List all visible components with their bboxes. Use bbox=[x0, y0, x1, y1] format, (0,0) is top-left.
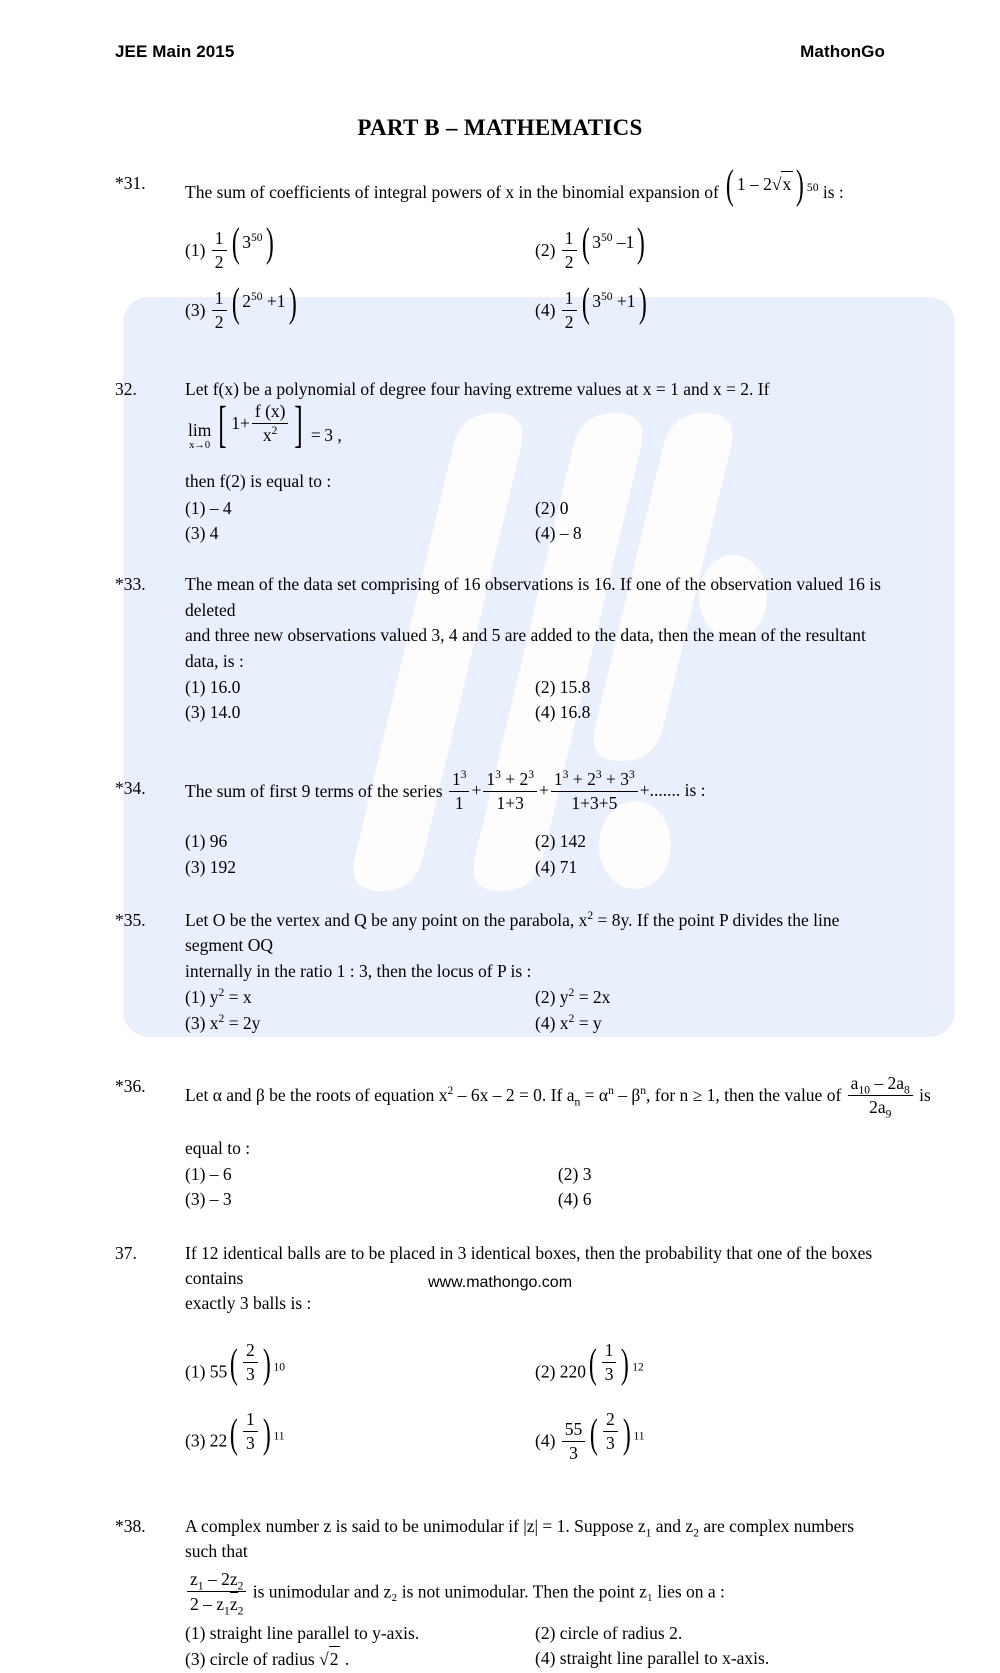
option-3[interactable]: (3) circle of radius √2 . bbox=[185, 1646, 535, 1672]
question-number: *38. bbox=[115, 1515, 146, 1536]
question-stem-line1: The mean of the data set comprising of 16 observations is 16. If one of the observation valued 16 is deleted bbox=[185, 574, 881, 620]
question-stem: The sum of first 9 terms of the series $\frac{1^3}{1}$ + $\frac{1^3 + 2^3}{1+3}$ + $\frac{1^3 + 2^3 + 3^3}{1+3+5}$ +....... is : bbox=[185, 768, 706, 813]
option-2[interactable]: (2) 142 bbox=[535, 831, 587, 852]
question-stem-cont: then f(2) is equal to : bbox=[185, 471, 332, 492]
question-stem-line1: If 12 identical balls are to be placed in 3 identical boxes, then the probability that one of the boxes contains bbox=[185, 1242, 873, 1288]
option-4[interactable]: (4) straight line parallel to x-axis. bbox=[535, 1648, 770, 1669]
option-2[interactable]: (2) $\frac{1}{2}$ ( $3^{50}$ –1 ) bbox=[535, 219, 646, 273]
question-stem: Let α and β be the roots of equation $x^2 - 6x - 2 = 0$. If $a_n = \alpha^n - \beta^n$, for n ≥ 1, then the value of $\frac{a_{10} - 2a_8}{2a_9}$ is bbox=[185, 1072, 931, 1121]
question-number: *31. bbox=[115, 173, 146, 193]
question-number: *33. bbox=[115, 574, 146, 595]
option-4[interactable]: (4) $\frac{1}{2}$ ( $3^{50} +1$ ) bbox=[535, 278, 647, 332]
question-32 bbox=[115, 377, 885, 547]
question-31 bbox=[115, 160, 885, 335]
option-2[interactable]: (2) 220 ( $\frac{1}{3}$ ) $^{12}$ bbox=[535, 1339, 644, 1387]
option-4[interactable]: (4) 71 bbox=[535, 856, 578, 877]
options bbox=[185, 215, 885, 334]
option-1[interactable]: (1) straight line parallel to y-axis. bbox=[185, 1623, 420, 1644]
option-2[interactable]: (2) circle of radius 2. bbox=[535, 1623, 683, 1644]
math-expression: ( 1 – 2√x ) $^{50}$ bbox=[726, 160, 819, 207]
question-number: *34. bbox=[115, 777, 146, 798]
question-34 bbox=[115, 762, 885, 880]
options bbox=[185, 1621, 885, 1673]
question-stem-line2: exactly 3 balls is : bbox=[185, 1293, 312, 1314]
option-3[interactable]: (3) – 3 bbox=[185, 1189, 232, 1210]
option-4[interactable]: (4) – 8 bbox=[535, 523, 582, 543]
option-1[interactable]: (1) 96 bbox=[185, 831, 228, 852]
question-stem: Let f(x) be a polynomial of degree four having extreme values at x = 1 and x = 2. If lim x→0 [ 1+ $\frac{f (x)}{x^2}$ ] = 3 , bbox=[185, 378, 770, 452]
question-stem-line2: $\frac{z_1 - 2z_2}{2 - z_1z_2}$ is unimodular and z₂ is not unimodular. Then the point z₁ lies on a : bbox=[185, 1570, 885, 1617]
question-36 bbox=[115, 1072, 931, 1213]
options bbox=[185, 985, 885, 1036]
option-3[interactable]: (3) 14.0 bbox=[185, 702, 241, 723]
math-expression: $\frac{z_1 - 2z_2}{2 - z_1z_2}$ bbox=[185, 1582, 248, 1602]
question-38 bbox=[115, 1514, 885, 1673]
option-2[interactable]: (2) 3 bbox=[557, 1163, 592, 1184]
option-4[interactable]: (4) 16.8 bbox=[535, 702, 591, 723]
options bbox=[185, 675, 885, 726]
options bbox=[185, 829, 885, 880]
option-1[interactable]: (1) – 4 bbox=[185, 497, 232, 518]
footer-url: www.mathongo.com bbox=[427, 1274, 573, 1291]
math-expression: $\frac{1^3}{1}$ + $\frac{1^3 + 2^3}{1+3}$ + $\frac{1^3 + 2^3 + 3^3}{1+3+5}$ +....... is : bbox=[447, 780, 706, 800]
option-4[interactable]: (4) 6 bbox=[557, 1189, 592, 1210]
option-3[interactable]: (3) 192 bbox=[185, 856, 237, 877]
question-35 bbox=[115, 908, 885, 1036]
question-number: *36. bbox=[115, 1075, 146, 1096]
question-number: 37. bbox=[115, 1242, 137, 1263]
option-4[interactable]: (4) $x^2 = y$ bbox=[535, 1012, 602, 1033]
question-number: *35. bbox=[115, 910, 146, 930]
math-expression: $\frac{a_{10} - 2a_8}{2a_9}$ bbox=[846, 1085, 915, 1105]
option-3[interactable]: (3) $x^2 = 2y$ bbox=[185, 1012, 261, 1033]
question-stem-line2: internally in the ratio 1 : 3, then the locus of P is : bbox=[185, 960, 532, 981]
header-brand: MathonGo bbox=[800, 42, 885, 61]
option-3[interactable]: (3) 22 ( $\frac{1}{3}$ ) $^{11}$ bbox=[185, 1409, 285, 1456]
option-2[interactable]: (2) $y^2 = 2x$ bbox=[535, 987, 611, 1008]
option-1[interactable]: (1) $y^2 = x$ bbox=[185, 987, 252, 1008]
option-3[interactable]: (3) 4 bbox=[185, 523, 219, 543]
math-expression: lim x→0 [ 1+ $\frac{f (x)}{x^2}$ ] = 3 , bbox=[188, 395, 342, 452]
question-stem: The sum of coefficients of integral powers of x in the binomial expansion of ( 1 – 2√x ) $^{50}$ is : bbox=[185, 160, 844, 207]
option-1[interactable]: (1) $\frac{1}{2}$ ( $3^{50}$ ) bbox=[185, 219, 274, 273]
option-4[interactable]: (4) $\frac{55}{3}$ ( $\frac{2}{3}$ ) $^{11}$ bbox=[535, 1409, 645, 1463]
option-1[interactable]: (1) 16.0 bbox=[185, 676, 241, 697]
options bbox=[185, 1162, 931, 1213]
options bbox=[185, 1327, 885, 1466]
question-stem-line1: Let O be the vertex and Q be any point on the parabola, $x^2 = 8y$. If the point P divides the line segment OQ bbox=[185, 910, 840, 956]
option-2[interactable]: (2) 0 bbox=[535, 497, 569, 518]
question-stem-line2: and three new observations valued 3, 4 and 5 are added to the data, then the mean of the resultant data, is : bbox=[185, 625, 866, 671]
options bbox=[185, 496, 885, 547]
option-1[interactable]: (1) – 6 bbox=[185, 1163, 232, 1184]
option-2[interactable]: (2) 15.8 bbox=[535, 676, 591, 697]
header-exam-name: JEE Main 2015 bbox=[115, 42, 235, 61]
page-footer bbox=[0, 1274, 1000, 1292]
question-stem-line1: A complex number z is said to be unimodular if |z| = 1. Suppose $z_1$ and $z_2$ are complex numbers such that bbox=[185, 1515, 854, 1562]
option-1[interactable]: (1) 55 ( $\frac{2}{3}$ ) $^{10}$ bbox=[185, 1339, 285, 1387]
page-title: PART B – MATHEMATICS bbox=[357, 115, 643, 140]
question-33 bbox=[115, 572, 885, 725]
question-stem-cont: equal to : bbox=[185, 1137, 251, 1158]
option-3[interactable]: (3) $\frac{1}{2}$ ( $2^{50} +1$ ) bbox=[185, 278, 297, 332]
question-number: 32. bbox=[115, 378, 137, 399]
